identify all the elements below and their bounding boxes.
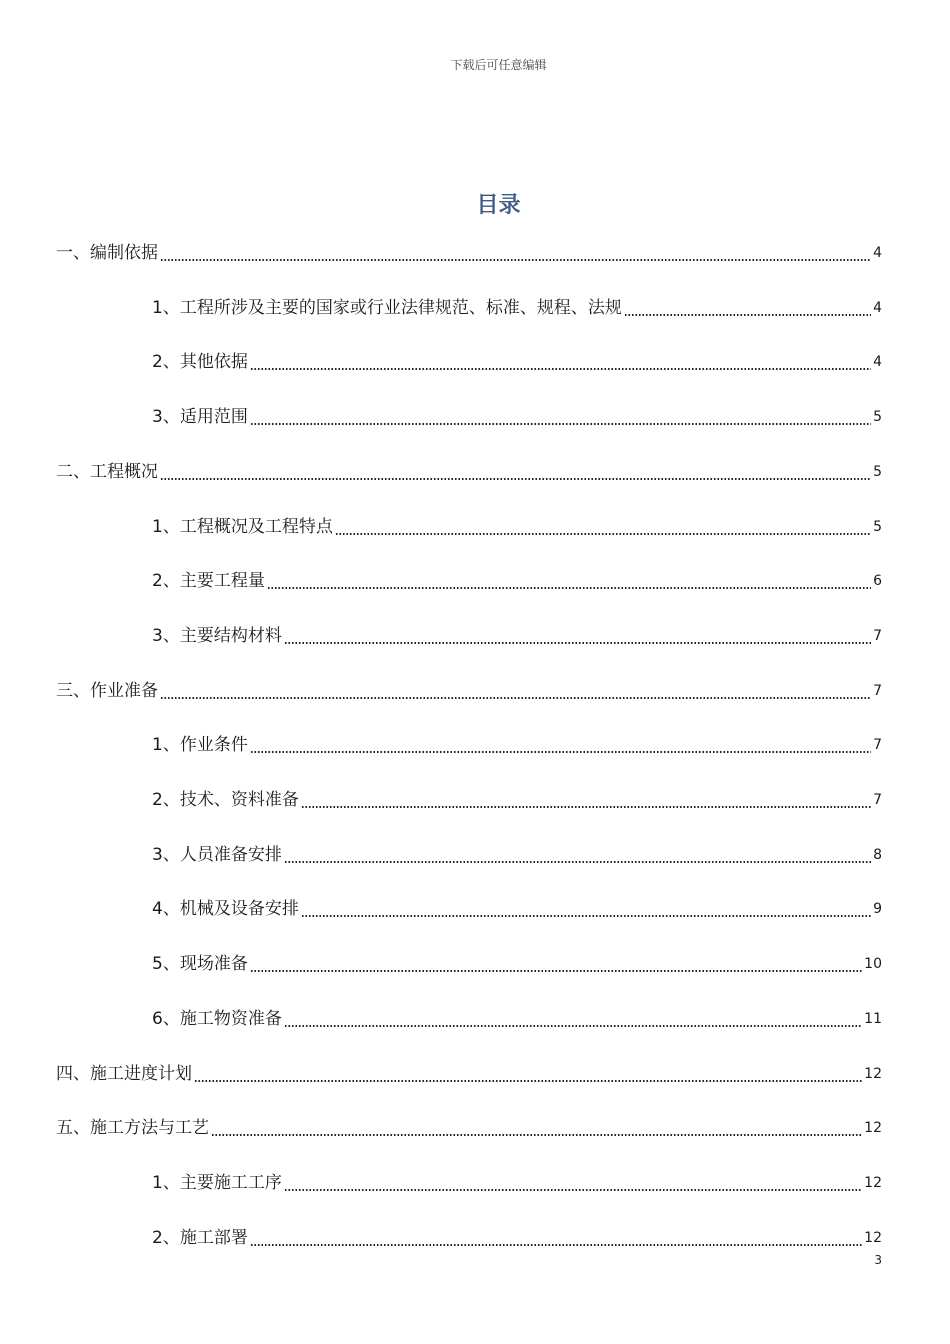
toc-entry[interactable] — [152, 1158, 882, 1194]
toc-entry-label: 5、现场准备 — [152, 954, 248, 975]
toc-dot-leader — [301, 789, 871, 811]
toc-entry[interactable] — [56, 447, 882, 483]
toc-entry-page: 7 — [873, 737, 882, 754]
toc-entry-label: 2、技术、资料准备 — [152, 790, 299, 810]
toc-entry[interactable] — [152, 337, 882, 373]
toc-dot-leader — [250, 1227, 862, 1249]
toc-entry-page: 5 — [873, 409, 882, 426]
toc-entry-page: 7 — [873, 792, 882, 808]
toc-entry-page: 12 — [864, 1065, 882, 1082]
toc-entry[interactable] — [152, 939, 882, 975]
toc-entry-page: 6 — [873, 573, 882, 590]
toc-entry-label: 3、适用范围 — [152, 407, 248, 428]
header-note: 下载后可任意编辑 — [450, 58, 547, 72]
toc-dot-leader — [250, 406, 871, 428]
toc-entry-label: 1、主要施工工序 — [152, 1172, 282, 1193]
toc-entry-page: 4 — [873, 245, 882, 261]
toc-entry-label: 3、人员准备安排 — [152, 844, 282, 865]
toc-entry[interactable] — [56, 1103, 882, 1139]
toc-entry-label: 四、施工进度计划 — [56, 1063, 192, 1084]
toc-dot-leader — [160, 242, 871, 264]
toc-entry-page: 12 — [864, 1120, 882, 1137]
toc-entry[interactable] — [152, 720, 882, 756]
toc-entry-label: 五、施工方法与工艺 — [56, 1118, 209, 1139]
toc-dot-leader — [284, 1008, 862, 1030]
page-number: 3 — [874, 1253, 882, 1267]
toc-entry-label: 2、主要工程量 — [152, 571, 265, 592]
toc-entry-label: 一、编制依据 — [56, 243, 158, 263]
toc-dot-leader — [160, 461, 871, 483]
toc-dot-leader — [211, 1117, 862, 1139]
toc-entry[interactable] — [152, 502, 882, 538]
toc-entry[interactable] — [152, 994, 882, 1030]
toc-dot-leader — [335, 516, 871, 538]
toc-entry-label: 1、工程概况及工程特点 — [152, 516, 333, 537]
toc-entry-label: 1、工程所涉及主要的国家或行业法律规范、标准、规程、法规 — [152, 297, 622, 318]
toc-entry[interactable] — [152, 283, 882, 319]
toc-entry[interactable] — [152, 392, 882, 428]
toc-entry[interactable] — [152, 884, 882, 920]
toc-entry-label: 1、作业条件 — [152, 735, 248, 756]
toc-entry-label: 2、施工部署 — [152, 1227, 248, 1248]
toc-dot-leader — [624, 297, 871, 319]
toc-entry[interactable] — [56, 228, 882, 264]
toc-dot-leader — [301, 898, 871, 920]
toc-entry-label: 6、施工物资准备 — [152, 1008, 282, 1029]
toc-dot-leader — [284, 625, 871, 647]
toc-entry-label: 4、机械及设备安排 — [152, 899, 299, 920]
toc-entry-page: 5 — [873, 518, 882, 535]
table-of-contents — [0, 228, 950, 1268]
toc-dot-leader — [194, 1063, 862, 1085]
toc-entry[interactable] — [56, 1049, 882, 1085]
toc-dot-leader — [160, 680, 871, 702]
toc-entry-page: 8 — [873, 846, 882, 863]
toc-entry[interactable] — [152, 830, 882, 866]
toc-entry[interactable] — [152, 611, 882, 647]
toc-entry-page: 5 — [873, 463, 882, 480]
toc-dot-leader — [284, 844, 871, 866]
toc-entry-page: 7 — [873, 682, 882, 699]
toc-entry-page: 4 — [873, 299, 882, 316]
toc-entry[interactable] — [56, 666, 882, 702]
toc-entry-page: 4 — [873, 354, 882, 371]
toc-entry-label: 3、主要结构材料 — [152, 625, 282, 646]
toc-dot-leader — [250, 953, 862, 975]
toc-entry[interactable] — [152, 556, 882, 592]
toc-dot-leader — [250, 351, 871, 373]
toc-dot-leader — [284, 1172, 862, 1194]
toc-dot-leader — [250, 734, 871, 756]
toc-entry[interactable] — [152, 1213, 882, 1249]
toc-entry-page: 11 — [864, 1010, 882, 1027]
toc-title: 目录 — [476, 193, 521, 218]
toc-dot-leader — [267, 570, 871, 592]
toc-entry[interactable] — [152, 775, 882, 811]
toc-entry-page: 12 — [864, 1174, 882, 1191]
toc-entry-page: 7 — [873, 627, 882, 644]
toc-entry-page: 10 — [864, 956, 882, 973]
toc-entry-label: 2、其他依据 — [152, 352, 248, 373]
toc-entry-page: 9 — [873, 901, 882, 918]
toc-entry-page: 12 — [864, 1229, 882, 1246]
toc-entry-label: 二、工程概况 — [56, 461, 158, 482]
toc-entry-label: 三、作业准备 — [56, 680, 158, 701]
